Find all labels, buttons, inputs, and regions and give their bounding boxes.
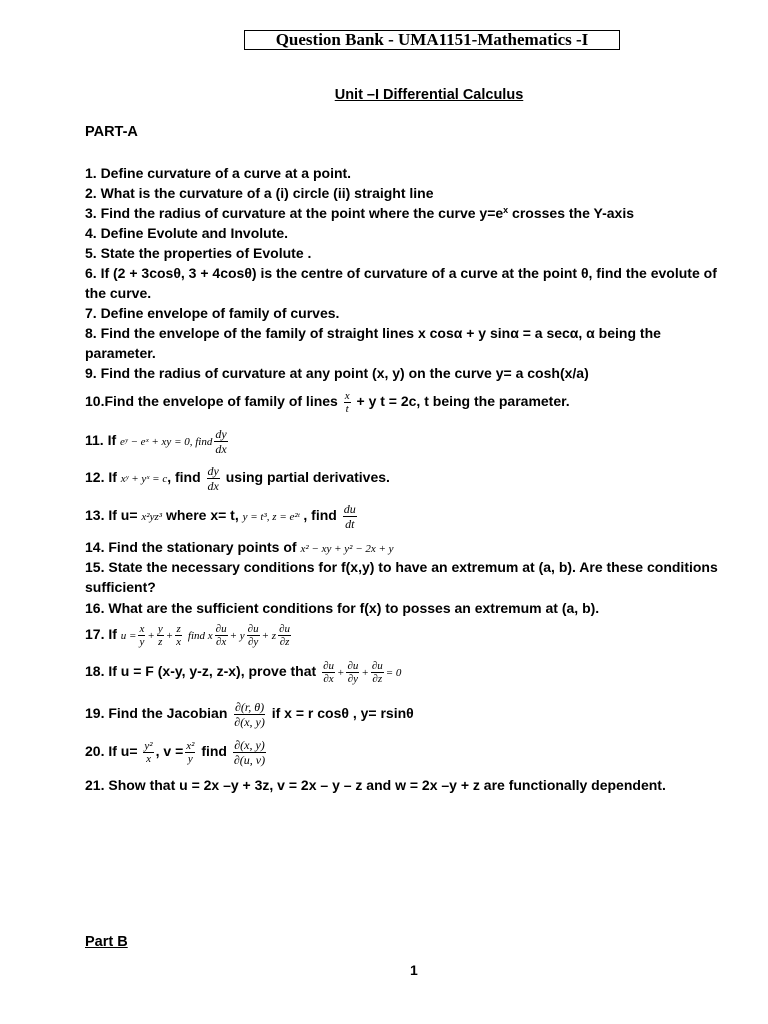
question-20: 20. If u= $\frac{\text{y²}}{x}$ , v = $\frac{\text{x²}}{y}$ find $\frac{\partial(x, y)}{\partial(u, v)}$ <box>85 738 266 767</box>
question-6: 6. If (2 + 3cosθ, 3 + 4cosθ) is the centre of curvature of a curve at the point θ, find the evolute of the curve. <box>85 265 717 301</box>
question-10: 10.Find the envelope of family of lines $\frac{x}{t}$ + y t = 2c, t being the parameter. <box>85 390 570 415</box>
unit-title: Unit –I Differential Calculus <box>334 87 524 103</box>
question-4: 4. Define Evolute and Involute. <box>85 225 289 241</box>
question-3: 3. Find the radius of curvature at the point where the curve $y=e^x$ crosses the Y-axis <box>85 205 634 221</box>
question-17: 17. If u = $\frac{x}{y}$ + $\frac{y}{z}$ + $\frac{z}{x}$ find x $\frac{\partial u}{\partial x}$ + y $\frac{\partial u}{\partial y}$ + z $\frac{\partial u}{\partial z}$ <box>85 623 291 648</box>
question-12: 12. If xʸ + yˣ = c, find $\frac{dy}{dx}$ using partial derivatives. <box>85 464 390 493</box>
part-a-heading: PART-A <box>85 124 138 140</box>
page-header-title: Question Bank - UMA1151-Mathematics -I <box>244 30 620 50</box>
question-9: 9. Find the radius of curvature at any point (x, y) on the curve y= a cosh(x/a) <box>85 365 589 381</box>
question-16: 16. What are the sufficient conditions for f(x) to posses an extremum at (a, b). <box>85 600 600 616</box>
question-8: 8. Find the envelope of the family of straight lines x cosα + y sinα = a secα, α being the parameter. <box>85 325 661 361</box>
question-7: 7. Define envelope of family of curves. <box>85 305 340 321</box>
question-21: 21. Show that u = 2x –y + 3z, v = 2x – y – z and w = 2x –y + z are functionally dependent. <box>85 777 666 793</box>
part-b-heading: Part B <box>85 934 128 950</box>
question-5: 5. State the properties of Evolute . <box>85 245 312 261</box>
question-1: 1. Define curvature of a curve at a point. <box>85 165 352 181</box>
question-13: 13. If u= x²yz³ where x= t, y = t³, z = e²ᵗ , find $\frac{du}{dt}$ <box>85 502 356 531</box>
question-15: 15. State the necessary conditions for f(x,y) to have an extremum at (a, b). Are these conditions sufficient? <box>85 559 718 595</box>
question-19: 19. Find the Jacobian $\frac{\partial(r, \theta)}{\partial(x, y)}$ if x = r cosθ , y= rsinθ <box>85 700 414 729</box>
question-18: 18. If u = F (x-y, y-z, z-x), prove that $\frac{\partial u}{\partial x}$ + $\frac{\partial u}{\partial y}$ + $\frac{\partial u}{\partial z}$ = 0 <box>85 660 402 685</box>
question-14: 14. Find the stationary points of x² − xy + y² − 2x + y <box>85 539 394 555</box>
question-11: 11. If eʸ − eˣ + xy = 0, find $\frac{dy}{dx}$ <box>85 427 227 456</box>
page-number: 1 <box>410 962 418 978</box>
question-2: 2. What is the curvature of a (i) circle (ii) straight line <box>85 185 434 201</box>
